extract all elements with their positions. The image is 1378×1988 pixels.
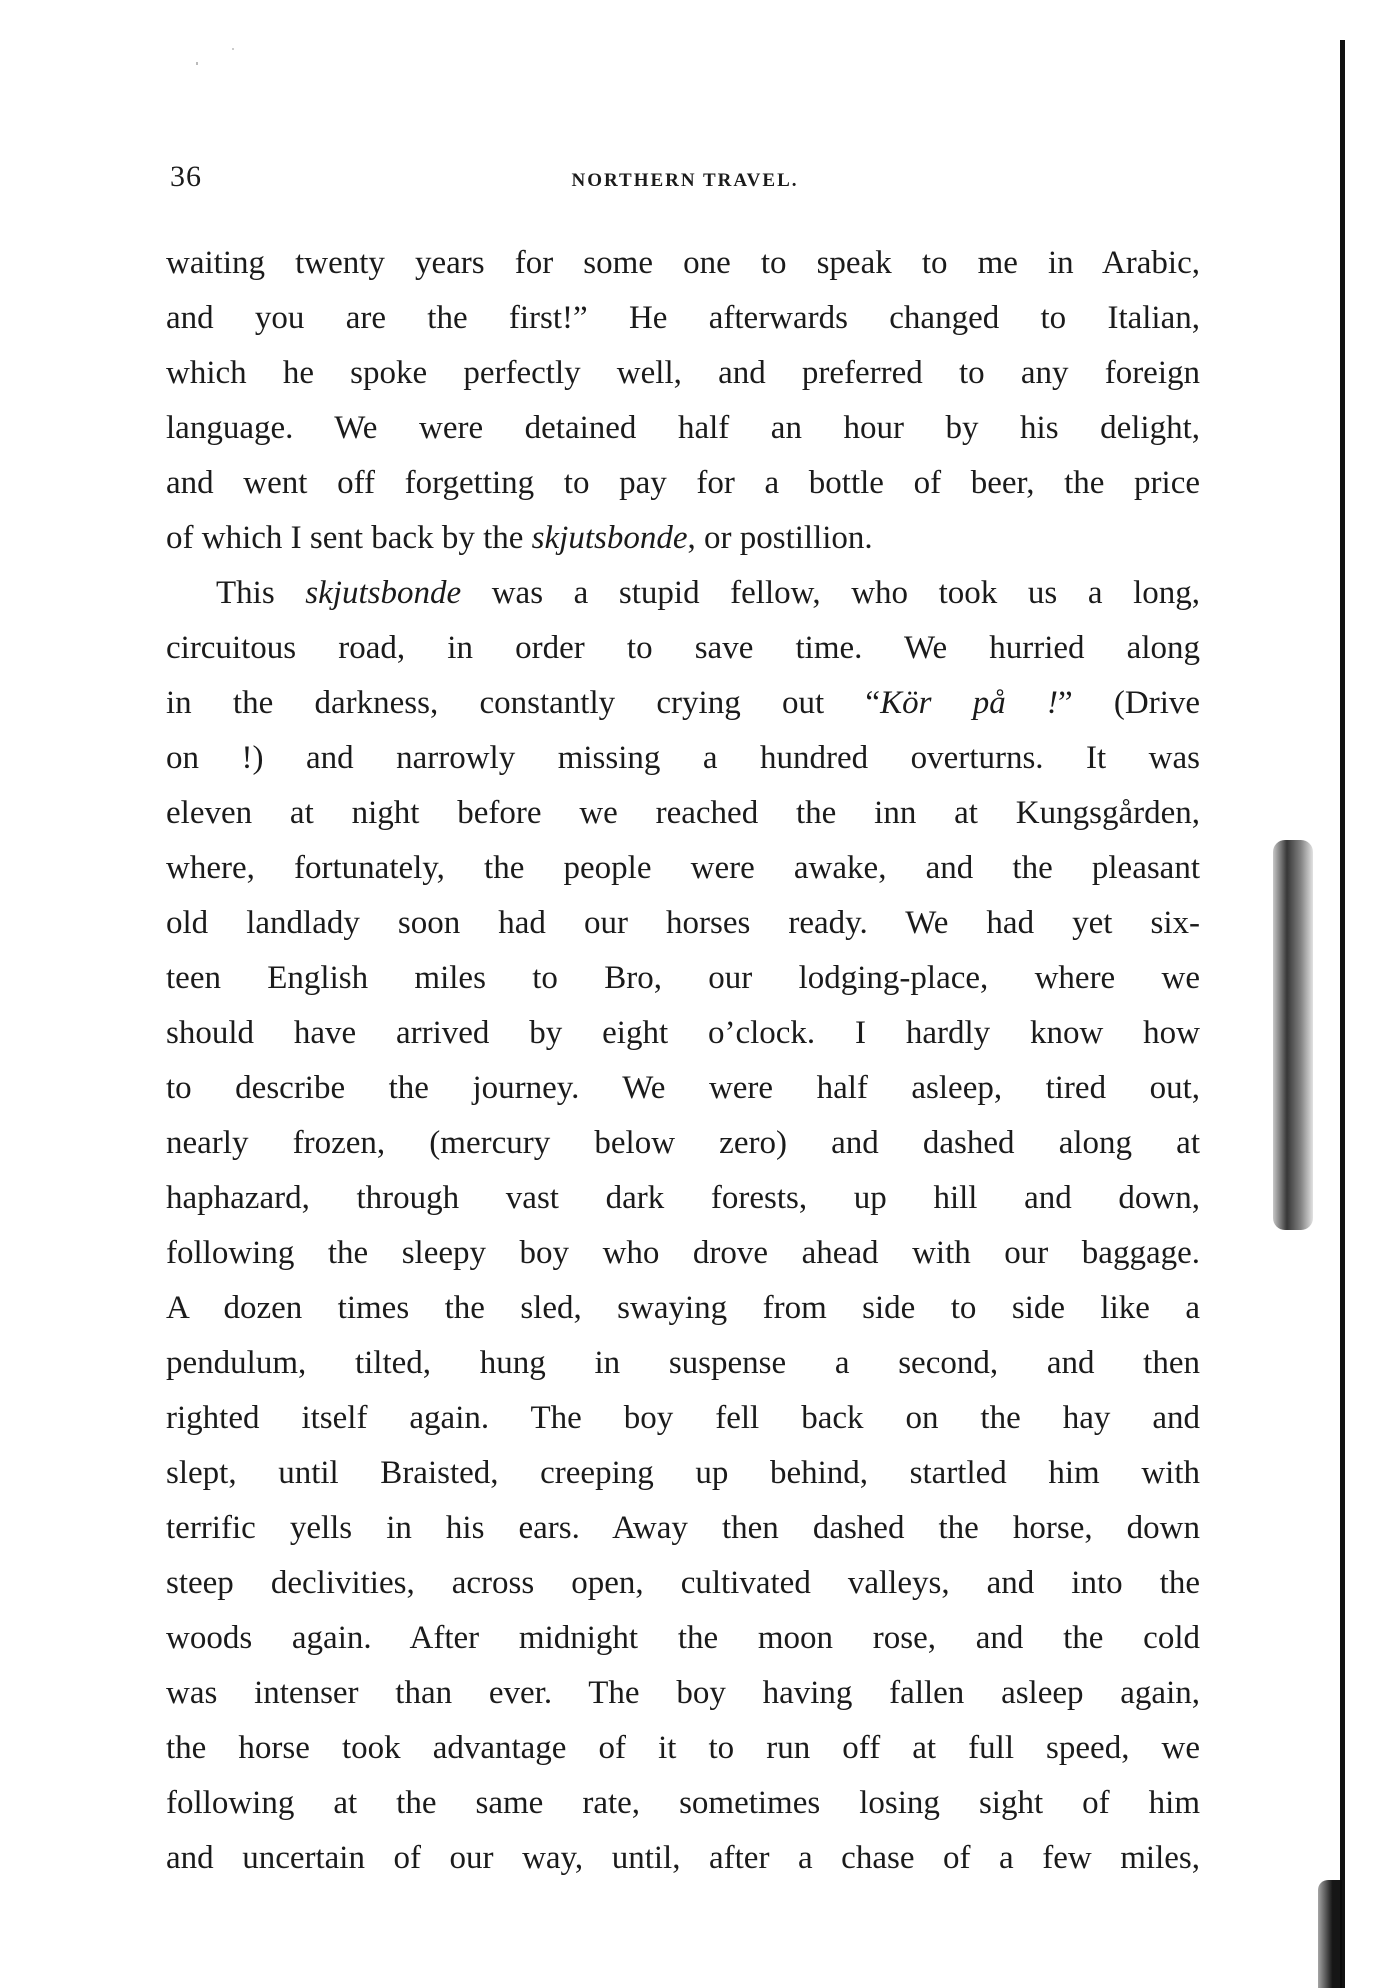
text-line: following at the same rate, sometimes losing sight of him bbox=[166, 1785, 1200, 1821]
text-line: following the sleepy boy who drove ahead with our baggage. bbox=[166, 1235, 1200, 1271]
text-line bbox=[166, 676, 1200, 731]
text-line: language. We were detained half an hour by his delight, bbox=[166, 410, 1200, 446]
text-line: to describe the journey. We were half asleep, tired out, bbox=[166, 1070, 1200, 1106]
text-line: circuitous road, in order to save time. We hurried along bbox=[166, 630, 1200, 666]
page-number: 36 bbox=[170, 160, 202, 193]
running-head: NORTHERN TRAVEL. bbox=[571, 170, 799, 191]
text-line: haphazard, through vast dark forests, up hill and down, bbox=[166, 1180, 1200, 1216]
text-line: nearly frozen, (mercury below zero) and dashed along at bbox=[166, 1125, 1200, 1161]
body-text bbox=[166, 236, 1200, 1886]
text-fragment: , or postillion. bbox=[687, 520, 873, 556]
text-fragment: in the darkness, constantly crying out “ bbox=[166, 685, 881, 721]
text-line: teen English miles to Bro, our lodging-place, where we bbox=[166, 960, 1200, 996]
text-line: the horse took advantage of it to run off at full speed, we bbox=[166, 1730, 1200, 1766]
text-line: slept, until Braisted, creeping up behind, startled him with bbox=[166, 1455, 1200, 1491]
text-line: waiting twenty years for some one to speak to me in Arabic, bbox=[166, 245, 1200, 281]
italic-term: skjutsbonde bbox=[531, 520, 688, 556]
text-line: and you are the first!” He afterwards changed to Italian, bbox=[166, 300, 1200, 336]
text-line: woods again. After midnight the moon rose, and the cold bbox=[166, 1620, 1200, 1656]
text-line: pendulum, tilted, hung in suspense a second, and then bbox=[166, 1345, 1200, 1381]
text-fragment: This bbox=[216, 575, 275, 611]
text-line: righted itself again. The boy fell back on the hay and bbox=[166, 1400, 1200, 1436]
text-line: and uncertain of our way, until, after a chase of a few miles, bbox=[166, 1840, 1200, 1876]
text-line bbox=[166, 566, 1200, 621]
binding-edge-line bbox=[1340, 40, 1345, 1988]
text-line: A dozen times the sled, swaying from side to side like a bbox=[166, 1290, 1200, 1326]
text-line: eleven at night before we reached the inn at Kungsgården, bbox=[166, 795, 1200, 831]
paper-speck bbox=[196, 62, 198, 65]
text-line: where, fortunately, the people were awake, and the pleasant bbox=[166, 850, 1200, 886]
paper-speck bbox=[232, 48, 234, 50]
ink-smudge bbox=[1318, 1880, 1342, 1988]
text-line: should have arrived by eight o’clock. I hardly know how bbox=[166, 1015, 1200, 1051]
text-line: and went off forgetting to pay for a bottle of beer, the price bbox=[166, 465, 1200, 501]
page-header bbox=[170, 160, 1200, 210]
text-fragment: was a stupid fellow, who took us a long, bbox=[491, 575, 1201, 611]
text-fragment: ” (Drive bbox=[1057, 685, 1201, 721]
text-line: on !) and narrowly missing a hundred overturns. It was bbox=[166, 740, 1200, 776]
text-line: old landlady soon had our horses ready. We had yet six- bbox=[166, 905, 1200, 941]
text-line bbox=[166, 511, 1200, 566]
italic-term: skjutsbonde bbox=[305, 575, 462, 611]
text-line: which he spoke perfectly well, and preferred to any foreign bbox=[166, 355, 1200, 391]
text-fragment: of which I sent back by the bbox=[166, 520, 524, 556]
text-line: was intenser than ever. The boy having fallen asleep again, bbox=[166, 1675, 1200, 1711]
ink-smudge bbox=[1273, 840, 1313, 1230]
text-line: terrific yells in his ears. Away then dashed the horse, down bbox=[166, 1510, 1200, 1546]
text-line: steep declivities, across open, cultivated valleys, and into the bbox=[166, 1565, 1200, 1601]
italic-term: Kör på ! bbox=[880, 685, 1058, 721]
